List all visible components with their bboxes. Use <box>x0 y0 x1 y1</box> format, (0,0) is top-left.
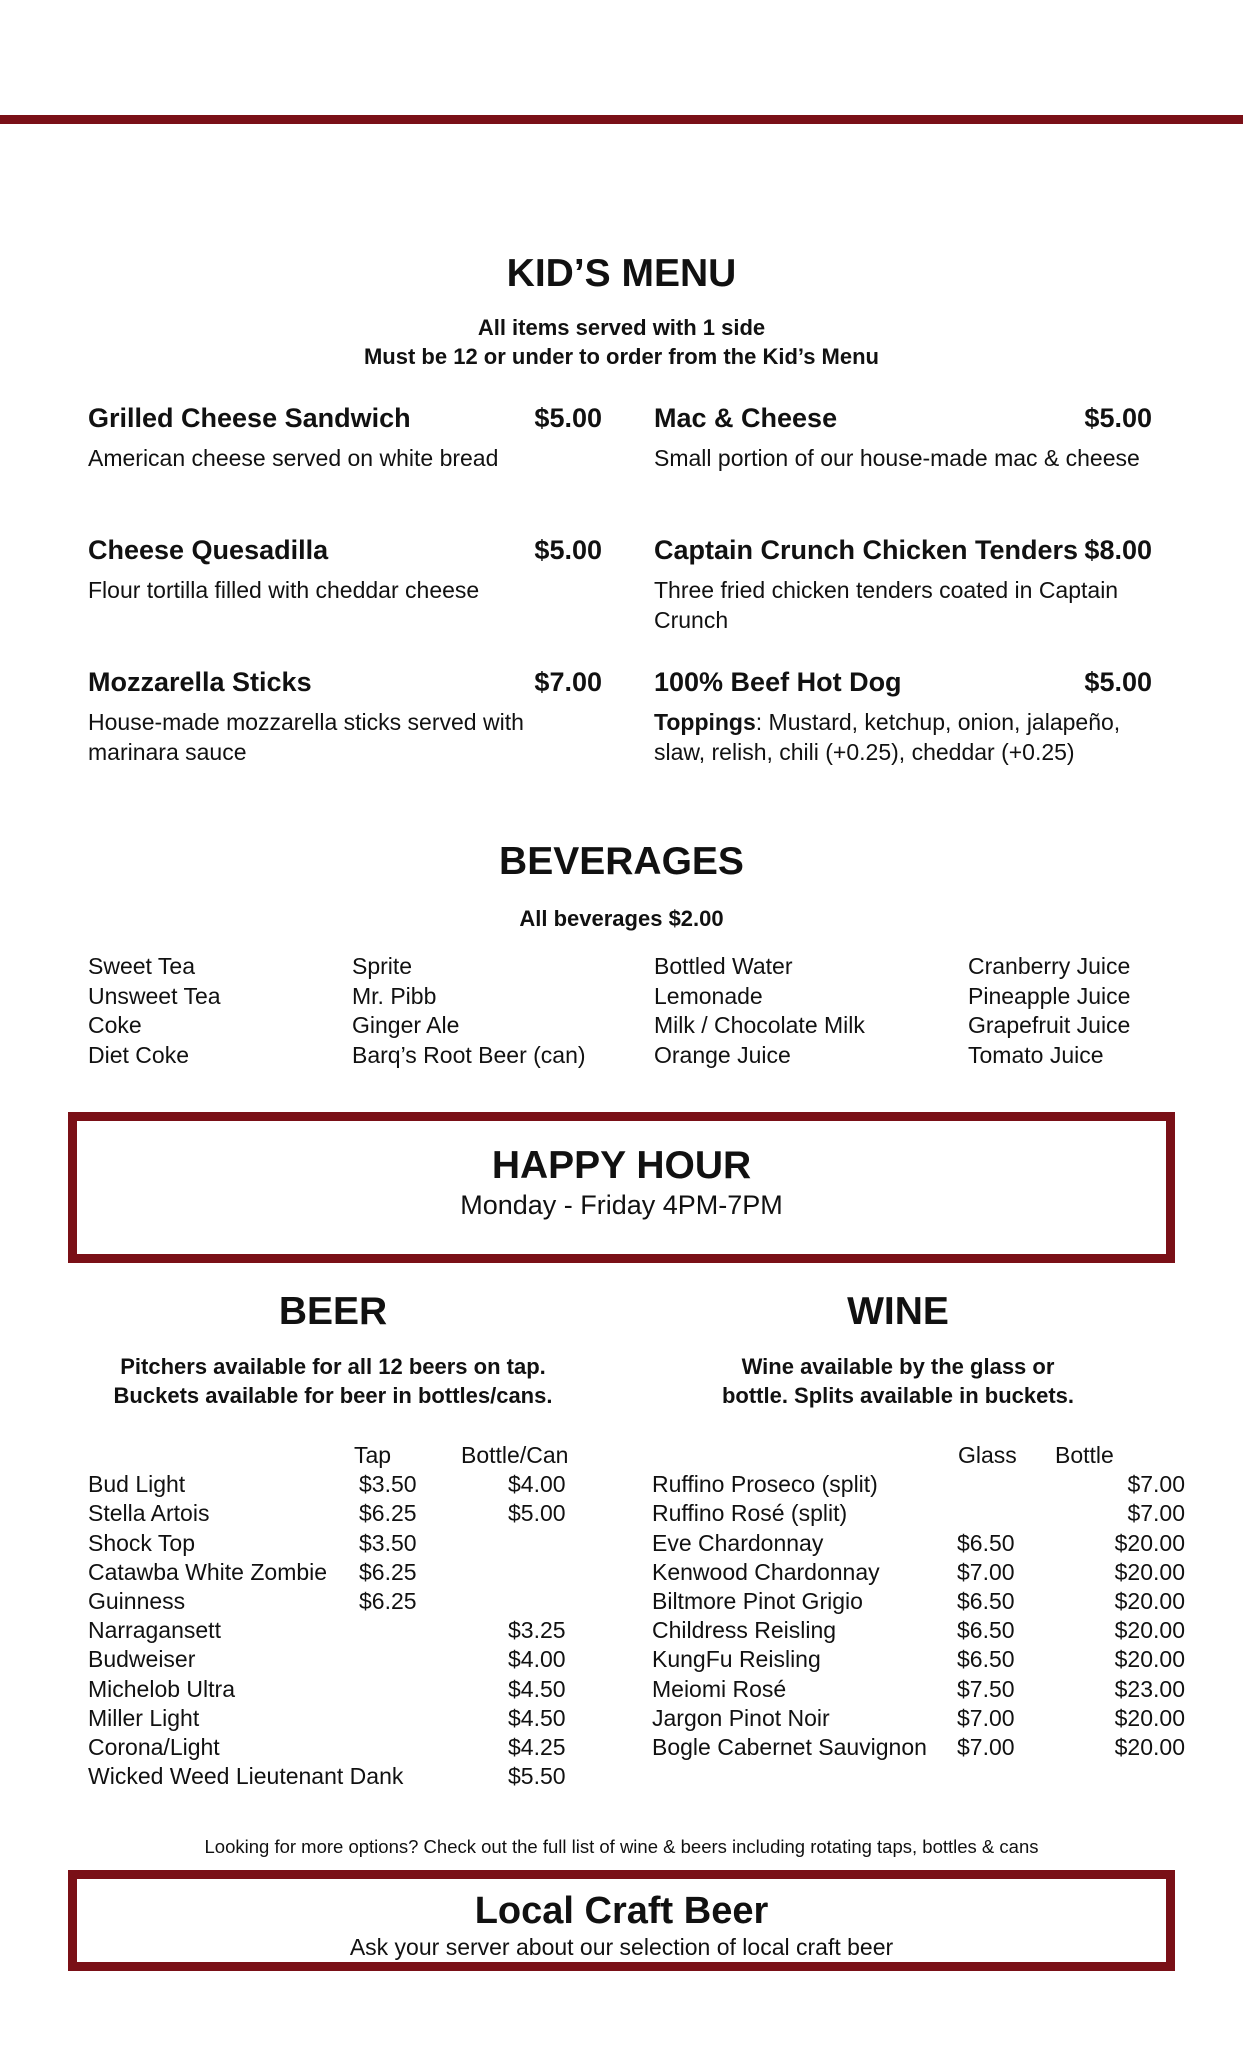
beverage-item: Tomato Juice <box>968 1041 1104 1068</box>
bottle-price: $23.00 <box>1114 1675 1185 1702</box>
tap-price: $6.25 <box>359 1587 417 1614</box>
wine-name: Biltmore Pinot Grigio <box>652 1587 863 1614</box>
local-craft-subtitle: Ask your server about our selection of local craft beer <box>349 1934 894 1960</box>
beer-name: Budweiser <box>88 1646 196 1673</box>
table-row <box>652 1733 1185 1762</box>
glass-price: $6.50 <box>957 1646 1015 1673</box>
beverage-column <box>654 952 865 1070</box>
table-row <box>652 1675 1185 1704</box>
beverage-item: Mr. Pibb <box>352 982 437 1009</box>
item-price: $5.00 <box>534 535 602 565</box>
item-description: American cheese served on white bread <box>88 445 499 471</box>
toppings-text: : Mustard, ketchup, onion, jalapeño, slaw, relish, chili (+0.25), cheddar (+0.25) <box>654 709 1121 765</box>
item-name: Captain Crunch Chicken Tenders <box>654 535 1079 565</box>
item-description: Three fried chicken tenders coated in Captain Crunch <box>654 577 1119 633</box>
table-row <box>88 1704 588 1733</box>
wine-name: Bogle Cabernet Sauvignon <box>652 1733 927 1760</box>
item-name: 100% Beef Hot Dog <box>654 667 902 697</box>
wine-name: Childress Reisling <box>652 1617 837 1644</box>
beverage-item: Sprite <box>352 953 413 979</box>
local-craft-box <box>68 1870 1175 1971</box>
table-row <box>88 1558 588 1587</box>
kids-menu-subtitle-1: All items served with 1 side <box>477 315 766 340</box>
kids-menu-title: KID’S MENU <box>506 252 737 295</box>
wine-name: Ruffino Rosé (split) <box>652 1500 848 1527</box>
wine-name: Eve Chardonnay <box>652 1529 824 1556</box>
bottle-price: $4.50 <box>508 1704 566 1731</box>
table-row <box>652 1499 1185 1528</box>
local-craft-title: Local Craft Beer <box>474 1890 769 1932</box>
wine-title: WINE <box>847 1290 949 1333</box>
table-row <box>88 1616 588 1645</box>
glass-price: $7.00 <box>957 1558 1015 1585</box>
beer-table <box>88 1441 588 1791</box>
wine-name: Ruffino Proseco (split) <box>652 1471 878 1498</box>
glass-price: $6.50 <box>957 1617 1015 1644</box>
wine-subtitle-1: Wine available by the glass or <box>741 1354 1055 1379</box>
happy-hour-subtitle: Monday - Friday 4PM-7PM <box>460 1190 783 1220</box>
table-row <box>652 1470 1185 1499</box>
wine-subtitle-2: bottle. Splits available in buckets. <box>721 1383 1075 1408</box>
bottle-header: Bottle <box>1055 1442 1114 1468</box>
beverage-item: Bottled Water <box>654 953 793 979</box>
menu-item <box>654 535 1152 635</box>
toppings-label: Toppings <box>654 709 756 735</box>
bottle-price: $20.00 <box>1114 1646 1185 1673</box>
beer-name: Catawba White Zombie <box>88 1558 328 1585</box>
glass-price: $7.50 <box>957 1675 1015 1702</box>
table-row <box>88 1675 588 1704</box>
table-row <box>88 1470 588 1499</box>
beverage-item: Sweet Tea <box>88 953 195 979</box>
item-description <box>654 707 1152 767</box>
item-name: Mac & Cheese <box>654 403 838 433</box>
beverage-item: Milk / Chocolate Milk <box>654 1012 865 1038</box>
menu-item <box>88 535 602 605</box>
bottle-price: $4.00 <box>508 1471 566 1498</box>
glass-price: $6.50 <box>957 1529 1015 1556</box>
happy-hour-box <box>68 1112 1175 1263</box>
beverages-title: BEVERAGES <box>499 840 744 883</box>
table-row <box>88 1645 588 1674</box>
beer-header-row <box>88 1441 588 1470</box>
item-price: $5.00 <box>1084 667 1152 697</box>
item-name: Mozzarella Sticks <box>88 667 312 697</box>
beer-name: Michelob Ultra <box>88 1675 235 1702</box>
menu-item <box>88 667 602 767</box>
beverages-subtitle: All beverages $2.00 <box>519 906 724 931</box>
kids-menu-subtitle-2: Must be 12 or under to order from the Kid’s Menu <box>363 344 879 369</box>
table-row <box>652 1529 1185 1558</box>
bottle-price: $20.00 <box>1114 1704 1185 1731</box>
bottle-price: $4.00 <box>508 1646 566 1673</box>
beverage-item: Coke <box>88 1012 142 1038</box>
beer-name: Guinness <box>88 1587 186 1614</box>
beverage-item: Cranberry Juice <box>968 953 1131 979</box>
table-row <box>652 1558 1185 1587</box>
table-row <box>88 1587 588 1616</box>
beverage-item: Barq’s Root Beer (can) <box>352 1041 586 1068</box>
beer-name: Narragansett <box>88 1617 221 1644</box>
beverage-item: Grapefruit Juice <box>968 1012 1131 1038</box>
glass-price: $6.50 <box>957 1587 1015 1614</box>
item-price: $8.00 <box>1084 535 1152 565</box>
table-row <box>88 1733 588 1762</box>
beer-subtitle-2: Buckets available for beer in bottles/cans. <box>113 1383 553 1408</box>
item-price: $5.00 <box>1084 403 1152 433</box>
menu-item <box>88 403 602 473</box>
wine-name: Meiomi Rosé <box>652 1675 787 1702</box>
item-price: $5.00 <box>534 403 602 433</box>
bottle-price: $20.00 <box>1114 1558 1185 1585</box>
tap-price: $3.50 <box>359 1471 417 1498</box>
glass-price: $7.00 <box>957 1704 1015 1731</box>
bottle-price: $20.00 <box>1114 1733 1185 1760</box>
beverage-item: Pineapple Juice <box>968 982 1131 1009</box>
bottle-header: Bottle/Can <box>461 1442 569 1468</box>
beverage-item: Ginger Ale <box>352 1012 460 1038</box>
bottle-price: $20.00 <box>1114 1587 1185 1614</box>
tap-price: $6.25 <box>359 1558 417 1585</box>
glass-price: $7.00 <box>957 1733 1015 1760</box>
table-row <box>652 1616 1185 1645</box>
tap-price: $6.25 <box>359 1500 417 1527</box>
glass-header: Glass <box>958 1442 1017 1468</box>
beverage-item: Diet Coke <box>88 1041 189 1068</box>
bottle-price: $4.25 <box>508 1733 566 1760</box>
wine-table <box>652 1441 1185 1762</box>
beverage-item: Lemonade <box>654 982 763 1009</box>
beverage-item: Unsweet Tea <box>88 982 221 1009</box>
table-row <box>652 1645 1185 1674</box>
item-description: House-made mozzarella sticks served with marinara sauce <box>88 709 524 765</box>
beer-title: BEER <box>278 1290 388 1333</box>
item-description: Small portion of our house-made mac & cheese <box>654 445 1140 471</box>
happy-hour-title: HAPPY HOUR <box>491 1144 752 1187</box>
bottle-price: $7.00 <box>1127 1500 1185 1527</box>
beer-name: Miller Light <box>88 1704 200 1731</box>
wine-name: Kenwood Chardonnay <box>652 1558 880 1585</box>
table-row <box>88 1762 588 1791</box>
wine-header-row <box>652 1441 1152 1470</box>
more-options-note: Looking for more options? Check out the full list of wine & beers including rotating taps, bottles & cans <box>204 1836 1039 1857</box>
wine-name: KungFu Reisling <box>652 1646 821 1673</box>
bottle-price: $20.00 <box>1114 1529 1185 1556</box>
beer-name: Stella Artois <box>88 1500 210 1527</box>
beer-name: Corona/Light <box>88 1733 220 1760</box>
table-row <box>652 1587 1185 1616</box>
tap-header: Tap <box>354 1442 392 1468</box>
bottle-price: $20.00 <box>1114 1617 1185 1644</box>
beer-name: Wicked Weed Lieutenant Dank <box>88 1763 404 1790</box>
beer-subtitle-1: Pitchers available for all 12 beers on tap. <box>120 1354 546 1379</box>
menu-item <box>654 403 1152 473</box>
item-price: $7.00 <box>534 667 602 697</box>
table-row <box>652 1704 1185 1733</box>
bottle-price: $5.00 <box>508 1500 566 1527</box>
beverage-column <box>352 952 586 1070</box>
bottle-price: $4.50 <box>508 1675 566 1702</box>
top-accent-bar <box>0 115 1243 124</box>
beverage-column <box>968 952 1130 1070</box>
table-row <box>88 1499 588 1528</box>
item-description: Flour tortilla filled with cheddar cheese <box>88 577 480 603</box>
bottle-price: $7.00 <box>1127 1471 1185 1498</box>
beverage-item: Orange Juice <box>654 1041 791 1068</box>
beer-name: Shock Top <box>88 1529 195 1556</box>
wine-name: Jargon Pinot Noir <box>652 1704 830 1731</box>
table-row <box>88 1529 588 1558</box>
tap-price: $3.50 <box>359 1529 417 1556</box>
beer-name: Bud Light <box>88 1471 186 1498</box>
item-name: Grilled Cheese Sandwich <box>88 403 411 433</box>
item-name: Cheese Quesadilla <box>88 535 329 565</box>
beverage-column <box>88 952 221 1070</box>
bottle-price: $3.25 <box>508 1617 566 1644</box>
bottle-price: $5.50 <box>508 1763 566 1790</box>
menu-item <box>654 667 1152 767</box>
